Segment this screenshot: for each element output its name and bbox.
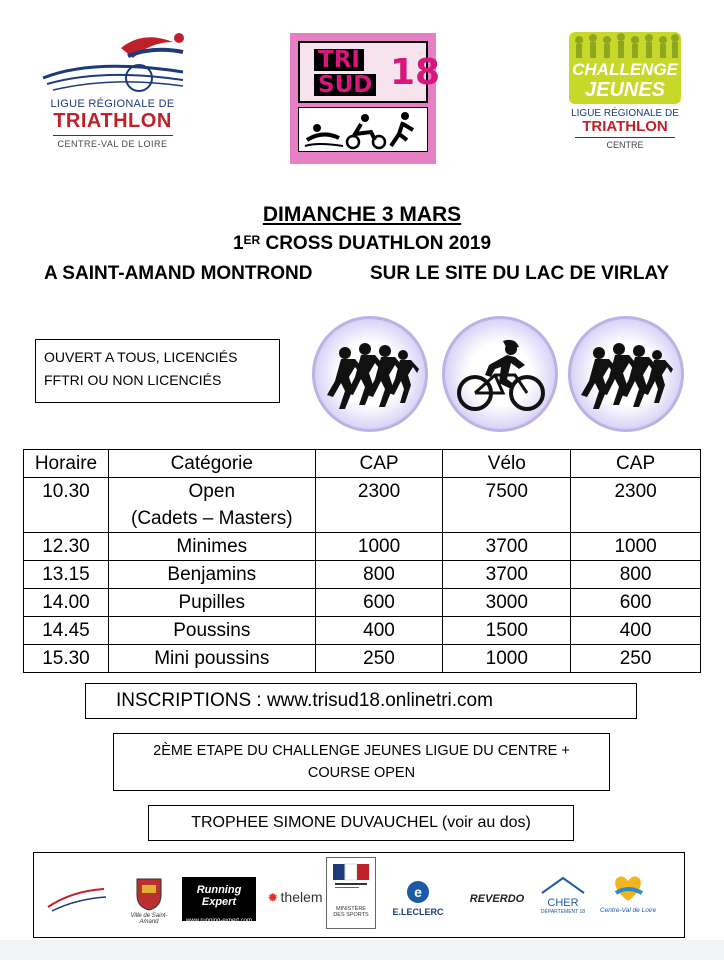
ligue-right-line1: LIGUE RÉGIONALE DE [571,108,679,119]
trisud-wordmark [298,41,441,103]
row-category-main: Open [188,481,236,502]
ligue-divider [53,135,173,136]
club-swoosh-icon [42,881,112,915]
trophee-box: TROPHEE SIMONE DUVAUCHEL (voir au dos) [148,805,574,841]
header-velo: Vélo [443,450,571,478]
cyclist-logo-icon [33,28,193,94]
sponsor-reverdo [466,893,528,905]
crowd-icon [569,32,681,62]
open-notice-box [35,339,280,403]
cher-sub-text: DÉPARTEMENT 18 [540,909,586,915]
row-time: 14.00 [24,589,109,617]
table-row [24,561,701,589]
event-title-post: CROSS DUATHLON 2019 [260,233,492,254]
row-cap1: 2300 [315,478,443,533]
row-category: Mini poussins [108,645,315,673]
table-row [24,589,701,617]
sponsor-running-expert [182,877,256,924]
sponsors-strip [33,852,685,938]
row-category: Pupilles [108,589,315,617]
thelem-text: thelem [280,889,323,905]
sponsor-leclerc [392,881,444,917]
leclerc-icon: e [407,881,429,903]
row-velo: 3000 [443,589,571,617]
row-cap1: 250 [315,645,443,673]
inscriptions-box: INSCRIPTIONS : www.trisud18.onlinetri.com [85,683,637,719]
reverdo-text: REVERDO [469,893,525,905]
row-cap2: 800 [571,561,701,589]
event-location-site: SUR LE SITE DU LAC DE VIRLAY [370,263,670,284]
sponsor-centre-val-de-loire [592,871,664,914]
row-velo: 3700 [443,533,571,561]
ligue-right-line3: CENTRE [606,140,644,150]
table-row [24,645,701,673]
ligue-triathlon-logo [30,28,195,168]
challenge-jeunes-logo [565,32,685,167]
running-expert-name [183,884,255,908]
trisud-num: 18 [390,52,441,93]
trisud18-logo [290,33,441,164]
row-cap2: 250 [571,645,701,673]
cvl-text: Centre-Val de Loire [599,907,657,914]
ministere-text: MINISTÈRE DES SPORTS [333,906,369,918]
etape-box [113,733,610,791]
row-cap1: 1000 [315,533,443,561]
event-location-city: A SAINT-AMAND MONTROND [44,263,313,284]
open-notice-line1: OUVERT A TOUS, LICENCIÉS [44,349,238,365]
row-velo: 7500 [443,478,571,533]
sponsor-ministere [326,857,376,929]
sponsor-cher [532,875,594,915]
ligue-right-line2: TRIATHLON [582,118,668,135]
triathlon-figures-icon [298,107,428,152]
row-time: 13.15 [24,561,109,589]
row-time: 12.30 [24,533,109,561]
event-title-sup: ER [243,233,261,247]
cher-text: CHER [547,897,579,909]
sponsor-club-logo [42,881,112,917]
header-cap-1: CAP [315,450,443,478]
trisud-sud: SUD [314,74,376,96]
header-cap-2: CAP [571,450,701,478]
sponsor-thelem [262,889,328,906]
ligue-right-divider [575,137,675,138]
header-horaire: Horaire [24,450,109,478]
trisud-tri: TRI [314,49,364,71]
expert-text: Expert [201,896,237,908]
etape-line2: COURSE OPEN [307,765,416,781]
running-icon-2 [568,316,684,432]
row-category: Benjamins [108,561,315,589]
schedule-header-row [24,450,701,478]
table-row [24,533,701,561]
running-text: Running [196,884,242,896]
row-cap1: 400 [315,617,443,645]
row-cap2: 2300 [571,478,701,533]
sponsor-ville-label: Ville de Saint-Amand [130,913,168,925]
region-heart-icon [608,871,648,905]
row-cap2: 600 [571,589,701,617]
row-category [108,478,315,533]
cycling-icon [442,316,558,432]
open-notice-line2: FFTRI OU NON LICENCIÉS [44,372,222,388]
event-title [0,233,724,255]
row-cap2: 400 [571,617,701,645]
row-velo: 1500 [443,617,571,645]
row-velo: 1000 [443,645,571,673]
challenge-text: CHALLENGE [572,60,678,79]
row-time: 10.30 [24,478,109,533]
page-bottom-bar [0,940,724,960]
jeunes-text: JEUNES [584,79,666,101]
row-cap1: 600 [315,589,443,617]
row-cap2: 1000 [571,533,701,561]
challenge-jeunes-badge [569,32,681,104]
row-cap1: 800 [315,561,443,589]
ligue-line3: CENTRE-VAL DE LOIRE [57,139,168,149]
sponsor-ville [124,875,174,925]
table-row [24,478,701,533]
thelem-star-icon: ✹ [267,890,279,905]
row-velo: 3700 [443,561,571,589]
table-row [24,617,701,645]
cher-roof-icon [538,875,588,895]
coat-of-arms-icon [134,875,164,911]
event-title-pre: 1 [232,233,244,254]
running-icon [312,316,428,432]
row-category: Minimes [108,533,315,561]
header-categorie: Catégorie [108,450,315,478]
event-date: DIMANCHE 3 MARS [262,203,462,226]
row-time: 15.30 [24,645,109,673]
schedule-table [23,449,701,673]
etape-line1: 2ÈME ETAPE DU CHALLENGE JEUNES LIGUE DU CENTRE + [153,743,570,759]
ligue-line1: LIGUE RÉGIONALE DE [50,98,175,110]
marianne-flag-icon [331,862,371,890]
running-expert-url: www.running-expert.com [185,918,253,924]
leclerc-text: E.LECLERC [392,907,444,917]
ligue-line2: TRIATHLON [53,110,172,132]
row-category-sub: (Cadets – Masters) [131,508,293,529]
row-time: 14.45 [24,617,109,645]
row-category: Poussins [108,617,315,645]
